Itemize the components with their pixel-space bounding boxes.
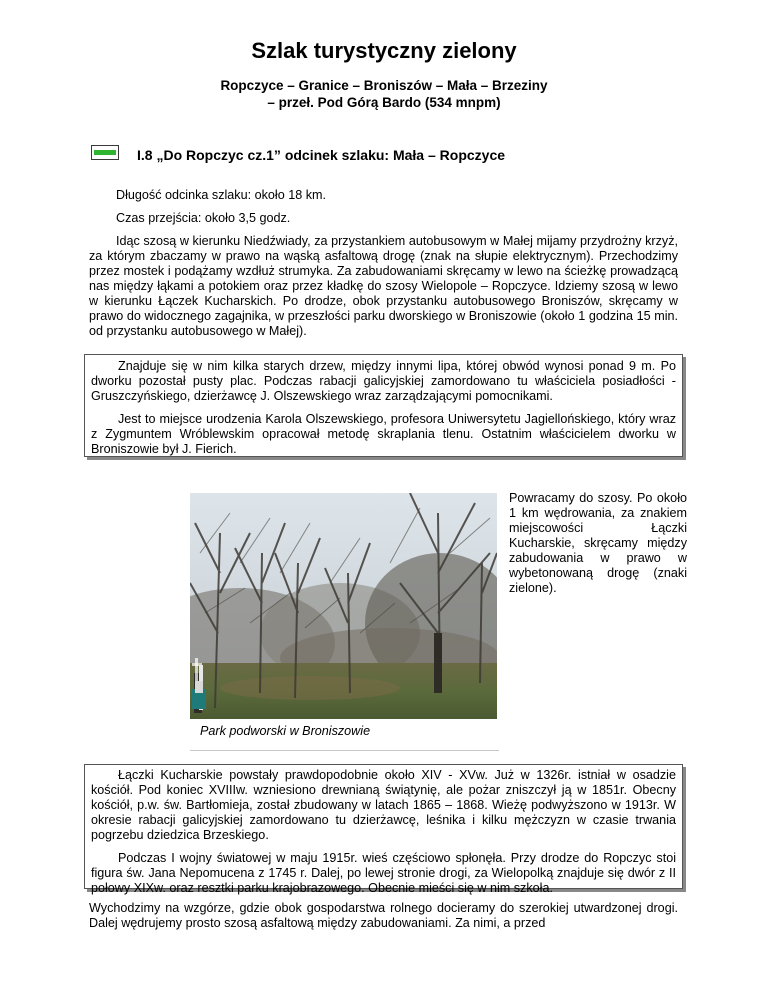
box2-paragraph-2: Podczas I wojny światowej w maju 1915r. wieś częściowo spłonęła. Przy drodze do Ropczyc stoi figura św. Jana Nepomucena z 1745 r. Dalej, po lewej stronie drogi, za Wielopolką znajduje się dwór z II połowy XIXw. oraz resztki parku krajobrazowego. Obecnie mieści się w nim szkoła.: [91, 851, 676, 895]
box1-paragraph-2: Jest to miejsce urodzenia Karola Olszewskiego, profesora Uniwersytetu Jagiellońskiego, który wraz z Zygmuntem Wróblewskim opracował metodę skraplania tlenu. Ostatnim właścicielem dworku w Broniszowie był J. Fierich.: [91, 412, 676, 456]
info-box-broniszow: [84, 354, 683, 457]
park-photo-image: [190, 493, 497, 719]
photo-divider: [190, 750, 499, 751]
box2-paragraph-1: Łączki Kucharskie powstały prawdopodobnie około XIV - XVw. Już w 1326r. istniał w osadzie kościół. Pod koniec XVIIIw. wzniesiono drewnianą świątynię, ale pożar zniszczył ją w 1851r. Obecny kościół, p.w. św. Bartłomieja, został zbudowany w latach 1865 – 1868. Wieżę podwyższono w 1913r. W okresie rabacji galicyjskiej zamordowano tu dzierżawcę, leśnika i kilku mężczyzn w czasie trwania pogrzebu dziedzica Brzeskiego.: [91, 768, 676, 842]
info-box-laczki: [84, 764, 683, 895]
park-photo: [190, 493, 497, 719]
page-title: Szlak turystyczny zielony: [251, 38, 517, 63]
subtitle-line-2: – przeł. Pod Górą Bardo (534 mnpm): [267, 95, 501, 110]
final-paragraph: Wychodzimy na wzgórze, gdzie obok gospodarstwa rolnego docieramy do szerokiej utwardzonej drogi. Dalej wędrujemy prosto szosą asfaltową między zabudowaniami. Za nimi, a przed: [89, 901, 678, 930]
box1-paragraph-1: Znajduje się w nim kilka starych drzew, między innymi lipa, której obwód wynosi ponad 9 m. Po dworku pozostał pusty plac. Podczas rabacji galicyjskiej zamordowano tu właściciela posiadłości - Gruszczyńskiego, dzierżawcę J. Olszewskiego wraz zarządzającymi pomocnikami.: [91, 359, 676, 403]
photo-caption: Park podworski w Broniszowie: [200, 724, 371, 738]
subtitle-line-1: Ropczyce – Granice – Broniszów – Mała – Brzeziny: [220, 78, 548, 93]
section-title: I.8 „Do Ropczyc cz.1” odcinek szlaku: Mała – Ropczyce: [137, 147, 506, 163]
route-description: Idąc szosą w kierunku Niedźwiady, za przystankiem autobusowym w Małej mijamy przydrożny krzyż, za którym zbaczamy w prawo na wąską asfaltową drogę (znak na słupie elektrycznym). Przechodzimy przez mostek i podążamy wzdłuż strumyka. Za zabudowaniami skręcamy w lewo na ścieżkę prowadzącą nas między łąkami a potokiem oraz przez kładkę do szosy Wielopole – Ropczyce. Idziemy szosą w lewo w kierunku Łączek Kucharskich. Po drodze, obok przystanku autobusowego Broniszów, skręcamy w prawo do widocznego zagajnika, w przeszłości parku dworskiego w Broniszowie (około 1 godzina 15 min. od przystanku autobusowego w Małej).: [89, 234, 678, 338]
side-paragraph: Powracamy do szosy. Po około 1 km wędrowania, za znakiem miejscowości Łączki Kucharskie, skręcamy między zabudowania w prawo w wybetonowaną drogę (znaki zielone).: [509, 491, 687, 595]
route-subtitle: [0, 77, 768, 111]
segment-duration: Czas przejścia: około 3,5 godz.: [116, 211, 291, 225]
segment-length: Długość odcinka szlaku: około 18 km.: [116, 188, 326, 202]
green-trail-mark-icon: [91, 145, 119, 160]
